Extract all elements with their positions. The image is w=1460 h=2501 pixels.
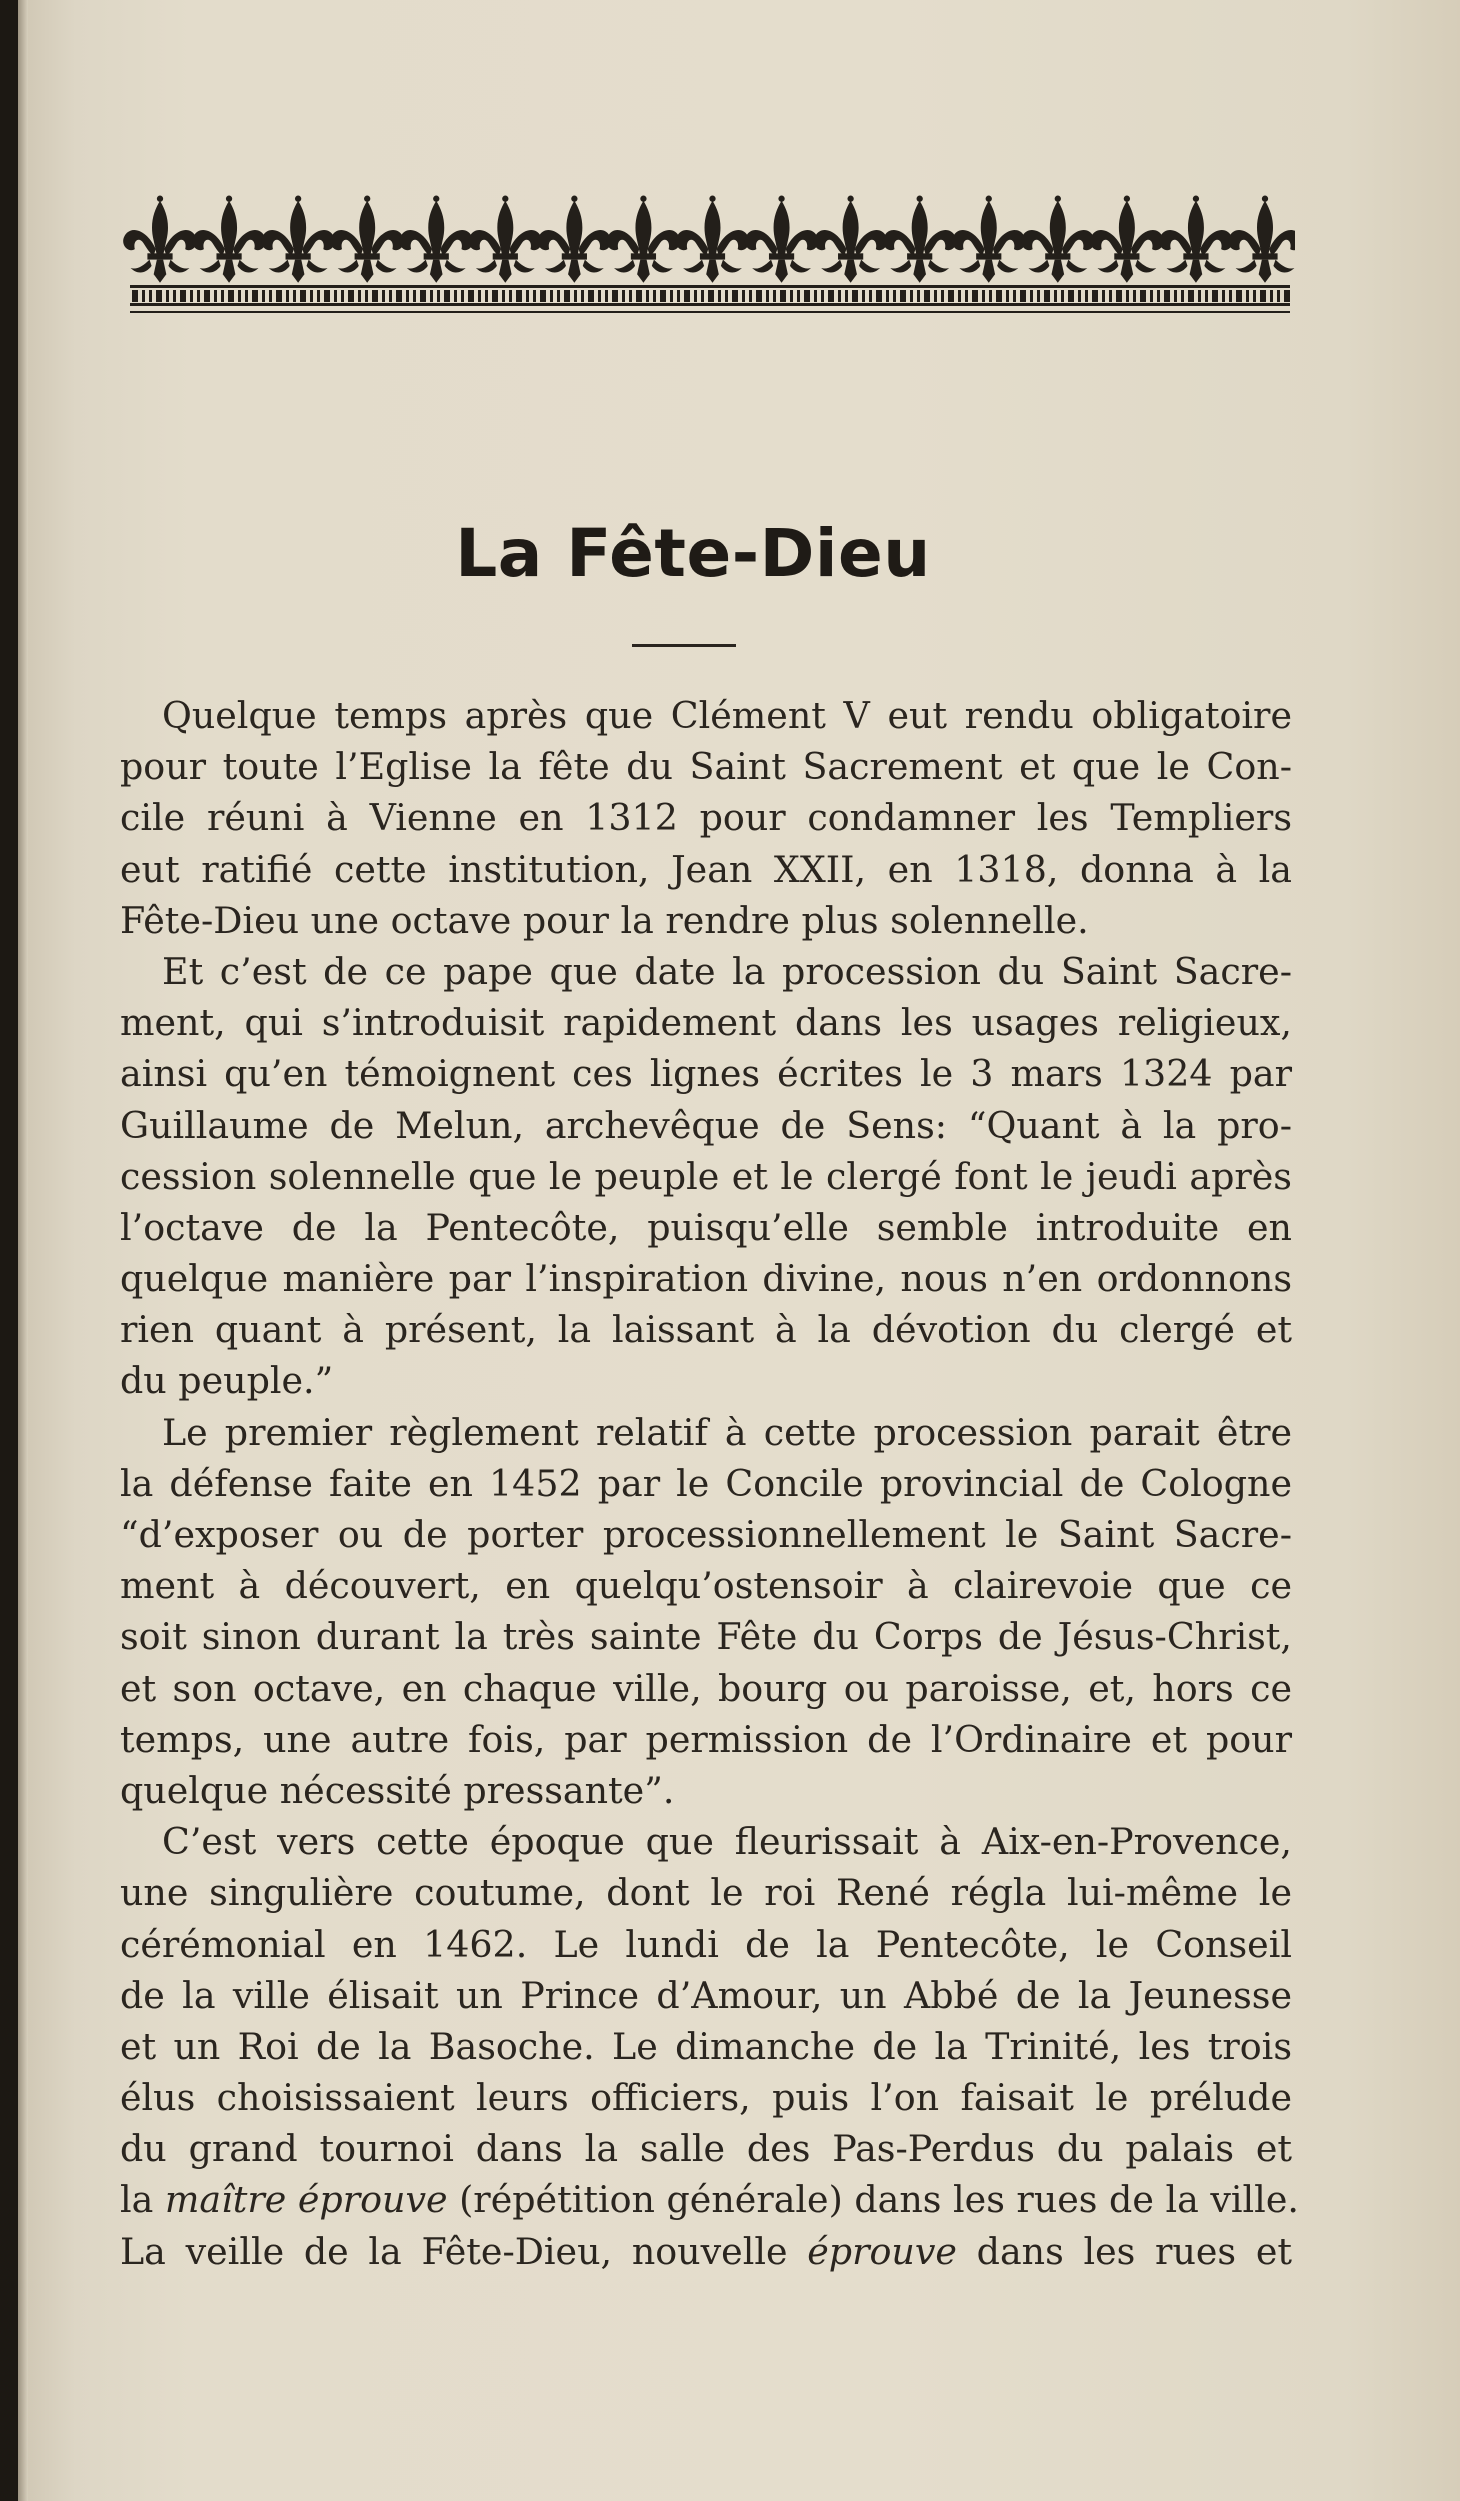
fleur-de-lis-icon <box>1159 196 1233 283</box>
text-run: (répétition générale) dans les rues de la ville. <box>447 2178 1299 2222</box>
text-line: du peuple.” <box>120 1359 334 1403</box>
title-rule <box>632 644 736 647</box>
text-line: Le premier règlement relatif à cette procession parait être <box>162 1410 1292 1454</box>
text-line: Guillaume de Melun, archevêque de Sens: “Quant à la pro- <box>120 1103 1292 1147</box>
fleur-de-lis-icon <box>745 196 819 283</box>
page-title: La Fête-Dieu <box>455 515 931 592</box>
fleur-de-lis-icon <box>607 196 681 283</box>
page-gutter <box>18 0 28 2501</box>
fleur-de-lis-icon <box>676 196 750 283</box>
fleur-de-lis-frieze-icon <box>110 185 1295 325</box>
fleur-de-lis-icon <box>1021 196 1095 283</box>
text-line: Quelque temps après que Clément V eut rendu obligatoire <box>162 694 1292 737</box>
text-line: rien quant à présent, la laissant à la dévotion du clergé et <box>120 1308 1292 1352</box>
book-page <box>18 0 1460 2501</box>
fleur-de-lis-icon <box>814 196 888 283</box>
fleur-de-lis-icon <box>952 196 1026 283</box>
text-line: ment, qui s’introduisit rapidement dans les usages religieux, <box>120 1001 1292 1045</box>
text-line: eut ratifié cette institution, Jean XXII, en 1318, donna à la <box>120 847 1292 891</box>
text-run: la <box>120 2178 165 2222</box>
text-line: la défense faite en 1452 par le Concile provincial de Cologne <box>120 1461 1292 1505</box>
fleur-de-lis-icon <box>330 196 404 283</box>
text-line: quelque manière par l’inspiration divine, nous n’en ordonnons <box>120 1257 1292 1301</box>
fleur-de-lis-icon <box>883 196 957 283</box>
text-line: soit sinon durant la très sainte Fête du Corps de Jésus-Christ, <box>120 1615 1292 1659</box>
fleur-de-lis-icon <box>123 196 197 283</box>
fleur-de-lis-icon <box>399 196 473 283</box>
fleur-de-lis-icon <box>261 196 335 283</box>
text-line: élus choisissaient leurs officiers, puis l’on faisait le prélude <box>120 2076 1292 2120</box>
text-line: et son octave, en chaque ville, bourg ou paroisse, et, hors ce <box>120 1666 1292 1710</box>
text-line: ainsi qu’en témoignent ces lignes écrites le 3 mars 1324 par <box>120 1052 1292 1096</box>
text-line: ment à découvert, en quelqu’ostensoir à clairevoie que ce <box>120 1564 1292 1608</box>
text-line: pour toute l’Eglise la fête du Saint Sacrement et que le Con- <box>120 745 1292 789</box>
fleur-de-lis-icon <box>1090 196 1164 283</box>
text-line: cérémonial en 1462. Le lundi de la Pentecôte, le Conseil <box>120 1922 1292 1966</box>
text-line: de la ville élisait un Prince d’Amour, un Abbé de la Jeunesse <box>120 1973 1292 2017</box>
text-line: Fête-Dieu une octave pour la rendre plus solennelle. <box>120 898 1089 942</box>
text-line: temps, une autre fois, par permission de l’Ordinaire et pour <box>120 1717 1292 1761</box>
fleur-de-lis-icon <box>1228 196 1295 283</box>
text-line: cile réuni à Vienne en 1312 pour condamner les Templiers <box>120 796 1292 840</box>
italic-term: éprouve <box>807 2229 957 2273</box>
text-line: C’est vers cette époque que fleurissait à Aix-en-Provence, <box>162 1820 1292 1864</box>
text-line: cession solennelle que le peuple et le clergé font le jeudi après <box>120 1154 1292 1198</box>
text-line: du grand tournoi dans la salle des Pas-Perdus du palais et <box>120 2127 1292 2171</box>
fleur-de-lis-icon <box>538 196 612 283</box>
body-text <box>120 690 1299 2277</box>
text-line-with-italic <box>120 2174 1299 2225</box>
text-line: et un Roi de la Basoche. Le dimanche de la Trinité, les trois <box>120 2024 1292 2068</box>
text-line: l’octave de la Pentecôte, puisqu’elle semble introduite en <box>120 1205 1292 1249</box>
text-line: “d’exposer ou de porter processionnellement le Saint Sacre- <box>120 1513 1292 1556</box>
text-line: Et c’est de ce pape que date la procession du Saint Sacre- <box>162 949 1292 993</box>
text-run: La veille de la Fête-Dieu, nouvelle <box>120 2229 808 2273</box>
text-run: dans les rues et <box>956 2229 1292 2273</box>
fleur-de-lis-icon <box>192 196 266 283</box>
fleur-de-lis-border <box>110 185 1295 325</box>
italic-term: maître éprouve <box>164 2178 448 2222</box>
text-line: quelque nécessité pressante”. <box>120 1768 675 1812</box>
text-line: une singulière coutume, dont le roi René régla lui-même le <box>120 1871 1292 1915</box>
text-line-with-italic <box>120 2226 1292 2277</box>
fleur-de-lis-icon <box>468 196 542 283</box>
